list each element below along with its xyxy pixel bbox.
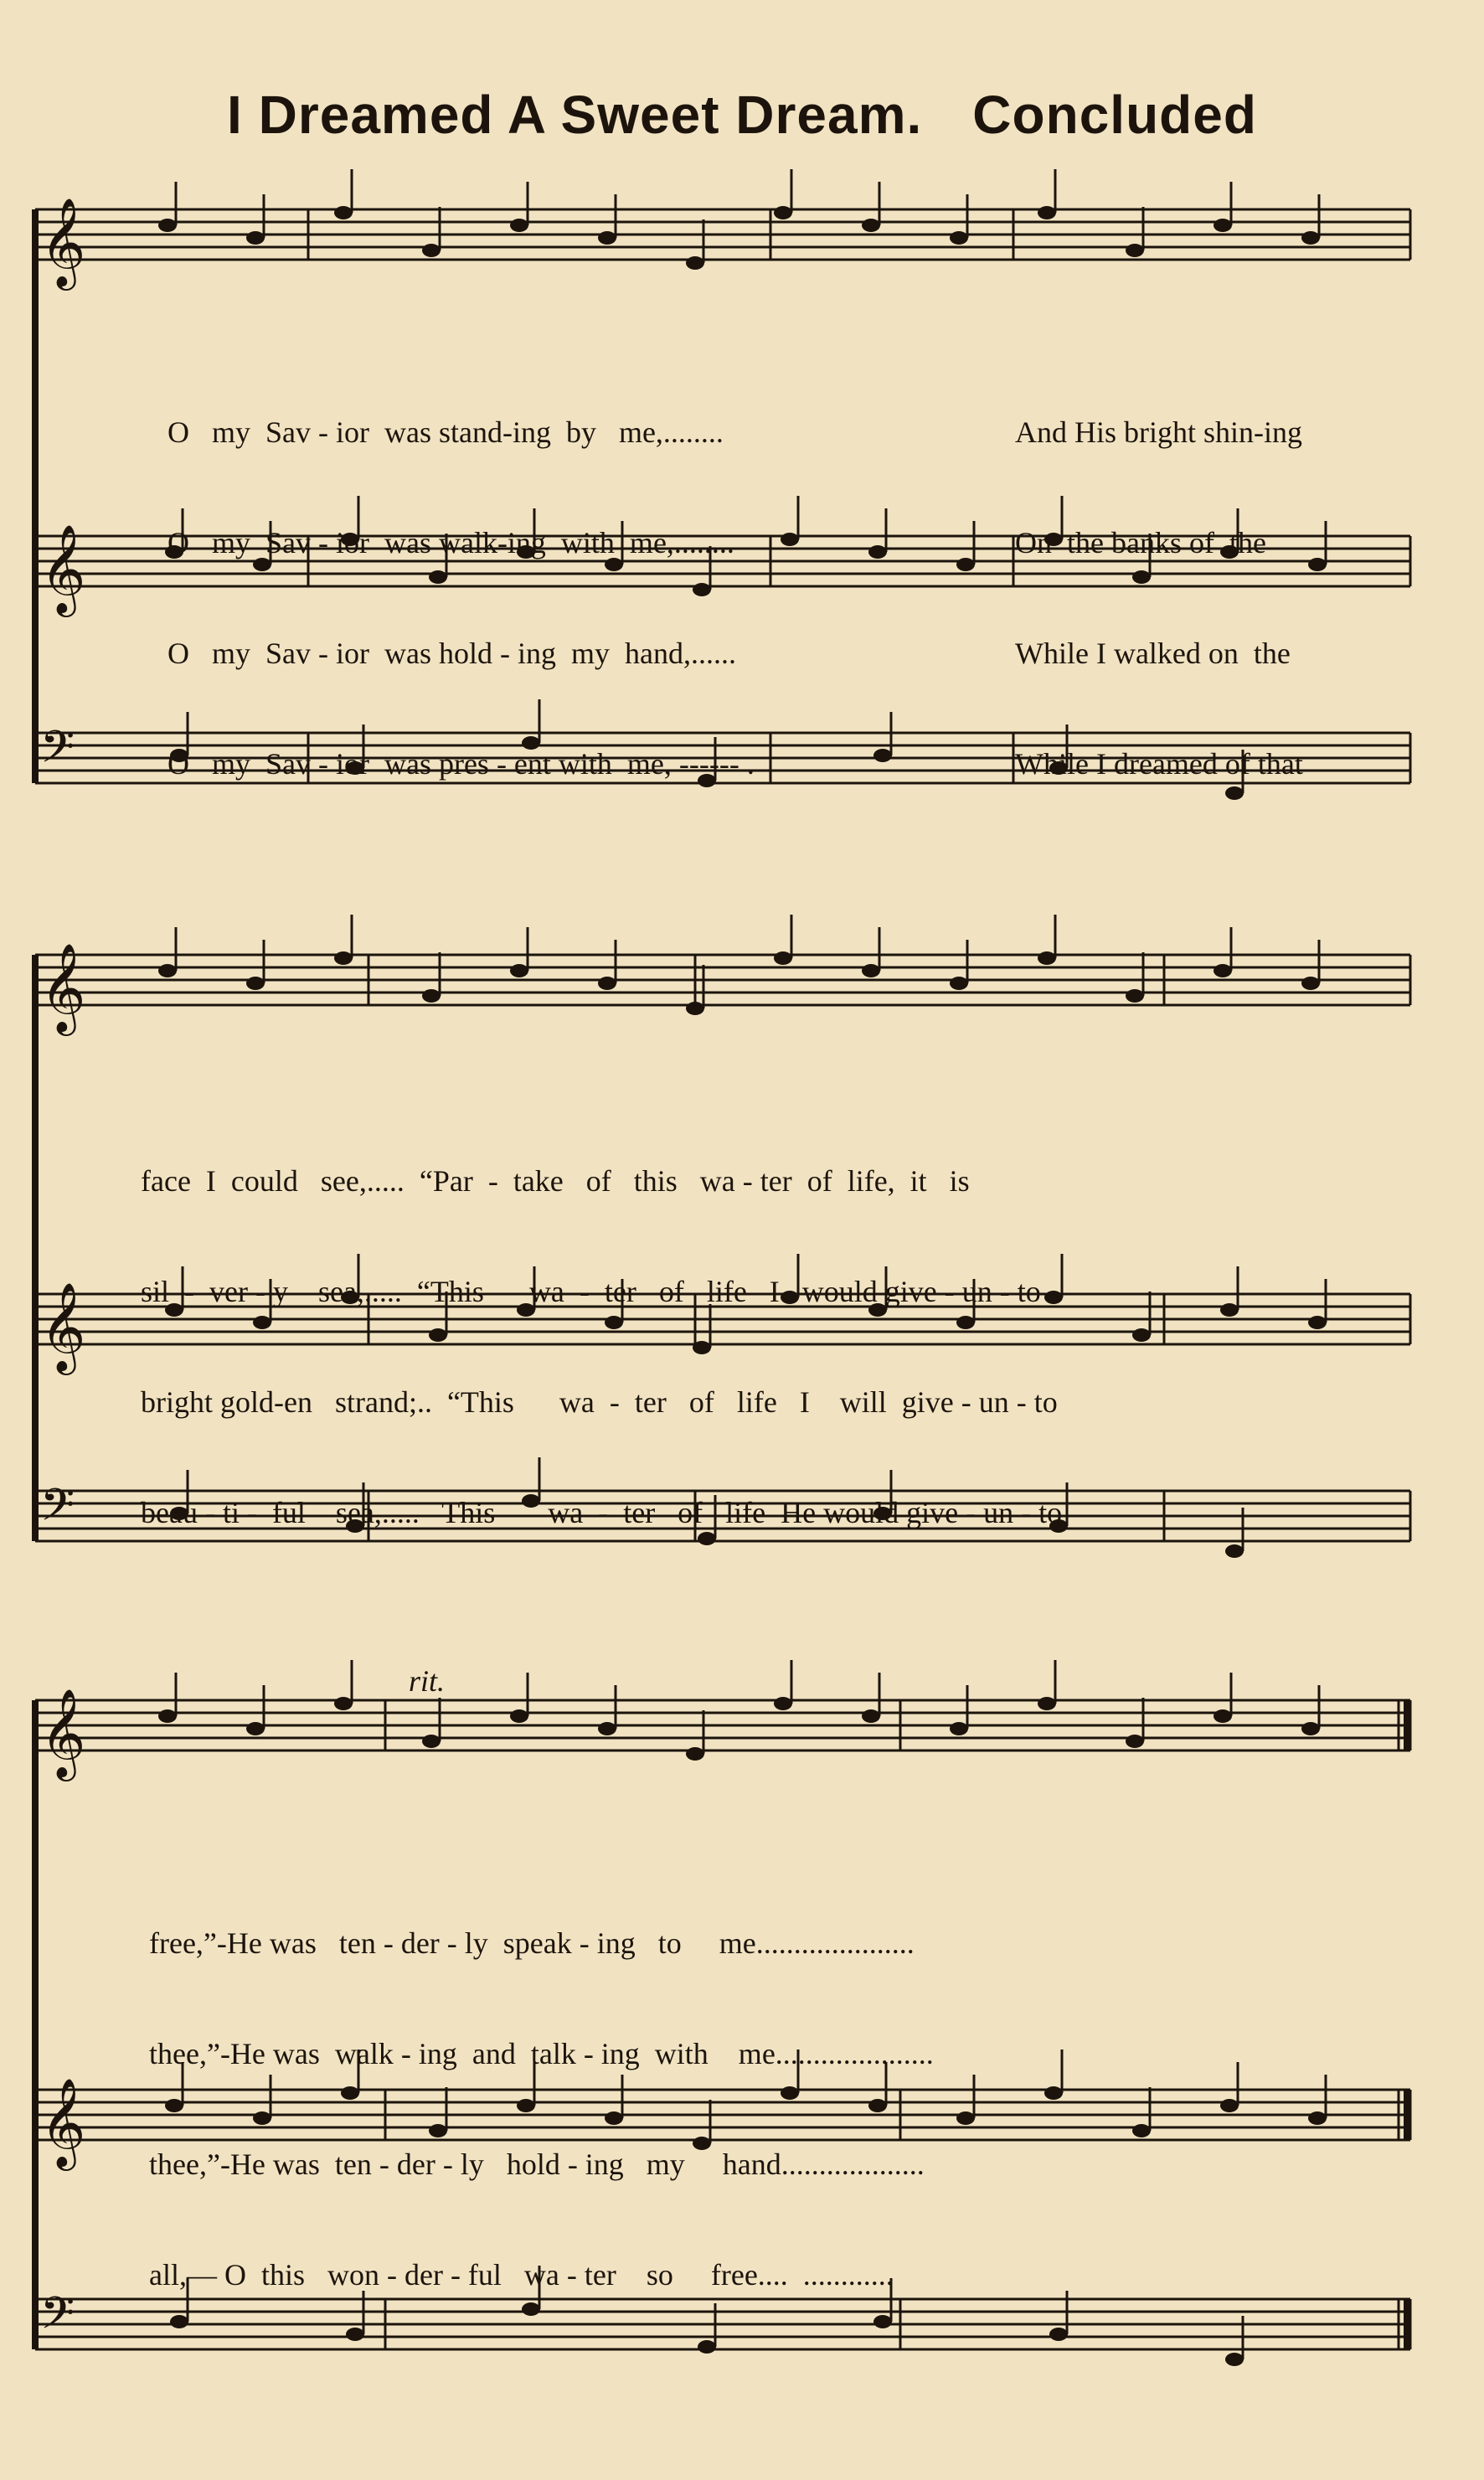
- accompaniment-note: [1132, 1328, 1151, 1342]
- melody-note: [422, 244, 441, 257]
- lyric-line: And His bright shin-ing: [1015, 415, 1303, 449]
- lyric-line: O my Sav - ior was hold - ing my hand,......: [167, 637, 736, 670]
- melody-note: [1301, 1722, 1320, 1735]
- melody-note: [686, 1747, 704, 1761]
- melody-note: [334, 951, 353, 965]
- title-main: I Dreamed A Sweet Dream.: [227, 85, 923, 145]
- melody-note: [774, 1697, 792, 1710]
- melody-note: [1038, 1697, 1056, 1710]
- bass-note: [1049, 2328, 1068, 2341]
- melody-note: [158, 219, 177, 232]
- staff: [35, 1688, 1410, 1781]
- melody-note: [774, 951, 792, 965]
- melody-note: [686, 256, 704, 270]
- lyric-line: sil - ver - y sea,..... “This wa - ter of life I would give - un - to: [141, 1275, 1041, 1308]
- melody-note: [598, 1722, 616, 1735]
- accompaniment-note: [1132, 2124, 1151, 2137]
- melody-note: [598, 231, 616, 245]
- melody-note: [862, 964, 880, 977]
- melody-note: [1126, 989, 1144, 1003]
- tempo-marking: rit.: [409, 1664, 446, 1698]
- melody-note: [950, 231, 968, 245]
- accompaniment-note: [1220, 1303, 1239, 1317]
- verse-lyrics-system-3: [149, 1851, 934, 2367]
- accompaniment-note: [956, 2111, 975, 2125]
- bass-clef-icon: 𝄢: [40, 722, 75, 784]
- accompaniment-note: [1044, 2086, 1063, 2100]
- lyric-line: free,”-He was ten - der - ly speak - ing to me.....................: [149, 1926, 915, 1960]
- lyric-line: On the banks of the: [1015, 526, 1266, 559]
- melody-note: [422, 1735, 441, 1748]
- melody-note: [950, 1722, 968, 1735]
- accompaniment-note: [1308, 2111, 1327, 2125]
- melody-note: [334, 206, 353, 219]
- treble-clef-icon: 𝄞: [40, 1688, 86, 1777]
- bass-clef-icon: 𝄢: [40, 2288, 75, 2350]
- lyric-line: O my Sav - ior was pres - ent with me, ------ .: [167, 747, 755, 781]
- verse-lyrics-system-1: [167, 340, 755, 856]
- treble-clef-icon: 𝄞: [40, 1281, 86, 1371]
- verse-lyrics-system-1-right: [1015, 340, 1303, 856]
- lyric-line: all,— O this won - der - ful wa - ter so free.... ............: [149, 2258, 894, 2292]
- melody-note: [598, 977, 616, 990]
- accompaniment-note: [1220, 2099, 1239, 2112]
- lyric-line: While I walked on the: [1015, 637, 1291, 670]
- accompaniment-note: [868, 545, 887, 559]
- bass-clef-icon: 𝄢: [40, 1480, 75, 1542]
- melody-note: [334, 1697, 353, 1710]
- melody-note: [158, 964, 177, 977]
- treble-clef-icon: 𝄞: [40, 2077, 86, 2167]
- treble-clef-icon: 𝄞: [40, 523, 86, 613]
- melody-note: [1213, 1709, 1232, 1723]
- melody-note: [774, 206, 792, 219]
- melody-note: [1126, 244, 1144, 257]
- melody-note: [862, 1709, 880, 1723]
- treble-clef-icon: 𝄞: [40, 942, 86, 1032]
- melody-note: [950, 977, 968, 990]
- melody-note: [1213, 964, 1232, 977]
- accompaniment-note: [1308, 558, 1327, 571]
- melody-note: [862, 219, 880, 232]
- lyric-line: While I dreamed of that: [1015, 747, 1303, 781]
- melody-note: [686, 1002, 704, 1015]
- lyric-line: face I could see,..... “Par - take of this wa - ter of life, it is: [141, 1164, 970, 1198]
- treble-clef-icon: 𝄞: [40, 197, 86, 286]
- accompaniment-note: [1308, 1316, 1327, 1329]
- lyric-line: O my Sav - ior was stand-ing by me,........: [167, 415, 724, 449]
- staff: [35, 197, 1410, 291]
- lyric-line: beau - ti - ful sea,..... This wa - ter of life He would give - un - to: [141, 1496, 1063, 1529]
- title-concluded: Concluded: [972, 85, 1257, 145]
- accompaniment-note: [956, 558, 975, 571]
- melody-note: [246, 231, 265, 245]
- melody-note: [1213, 219, 1232, 232]
- lyric-line: O my Sav - ior was walk-ing with me,........: [167, 526, 734, 559]
- melody-note: [510, 1709, 528, 1723]
- accompaniment-note: [781, 533, 799, 546]
- melody-note: [1038, 951, 1056, 965]
- bass-note: [873, 749, 892, 762]
- melody-note: [158, 1709, 177, 1723]
- melody-note: [1038, 206, 1056, 219]
- staff: [35, 942, 1410, 1036]
- lyric-line: thee,”-He was ten - der - ly hold - ing my hand...................: [149, 2147, 925, 2181]
- melody-note: [246, 977, 265, 990]
- melody-note: [1126, 1735, 1144, 1748]
- melody-note: [1301, 977, 1320, 990]
- melody-note: [510, 964, 528, 977]
- melody-note: [246, 1722, 265, 1735]
- lyric-line: bright gold-en strand;.. “This wa - ter of life I will give - un - to: [141, 1385, 1058, 1419]
- lyric-line: thee,”-He was walk - ing and talk - ing with me.....................: [149, 2037, 934, 2070]
- melody-note: [1301, 231, 1320, 245]
- verse-lyrics-system-2: [141, 1089, 1062, 1605]
- melody-note: [422, 989, 441, 1003]
- bass-note: [1225, 2353, 1244, 2366]
- bass-note: [1225, 1544, 1244, 1558]
- melody-note: [510, 219, 528, 232]
